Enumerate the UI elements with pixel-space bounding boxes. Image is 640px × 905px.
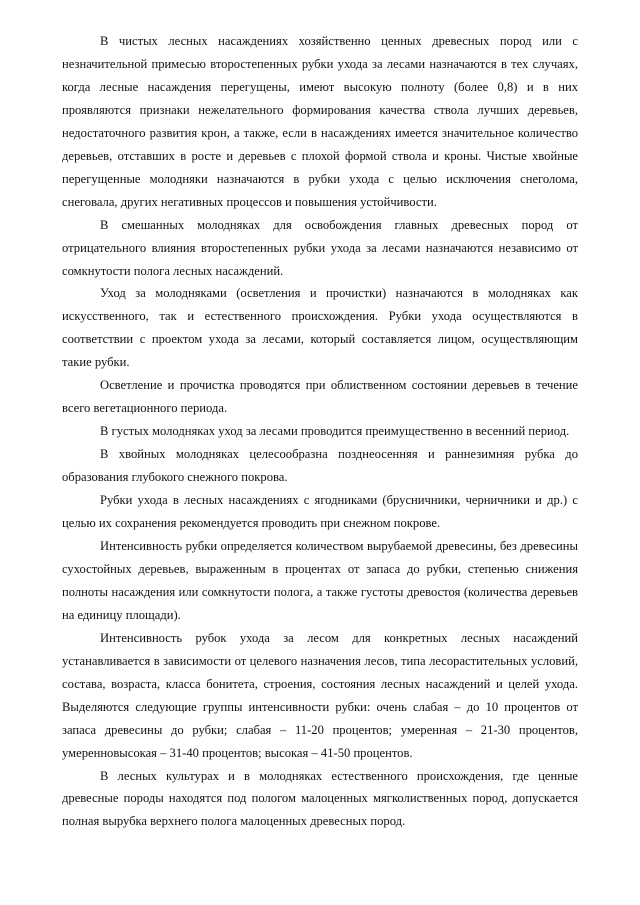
paragraph-10: В лесных культурах и в молодняках естественного происхождения, где ценные древесные породы находятся под пологом малоценных мягколиственных пород, допускается полная вырубка верхнего полога малоценных древесных пород.: [62, 768, 578, 829]
paragraph-8: Интенсивность рубки определяется количеством вырубаемой древесины, без древесины сухостойных деревьев, выраженным в процентах от запаса до рубки, степенью снижения полноты насаждения или сомкнутости полога, а также густоты древостоя (количества деревьев на единицу площади).: [62, 538, 578, 622]
document-page: [62, 30, 578, 833]
paragraph-2: В смешанных молодняках для освобождения главных древесных пород от отрицательного влияния второстепенных рубки ухода за лесами назначаются независимо от сомкнутости полога лесных насаждений.: [62, 217, 578, 278]
paragraph-3: Уход за молодняками (осветления и прочистки) назначаются в молодняках как искусственного, так и естественного происхождения. Рубки ухода осуществляются в соответствии с проектом ухода за лесами, который составляется лицом, осуществляющим такие рубки.: [62, 286, 578, 370]
paragraph-9: Интенсивность рубок ухода за лесом для конкретных лесных насаждений устанавливается в зависимости от целевого назначения лесов, типа лесорастительных условий, состава, возраста, класса бонитета, строения, состояния лесных насаждений и целей ухода. Выделяются следующие группы интенсивности рубки: очень слабая – до 10 процентов от запаса древесины до рубки; слабая – 11-20 процентов; умеренная – 21-30 процентов, умеренновысокая – 31-40 процентов; высокая – 41-50 процентов.: [62, 630, 578, 760]
paragraph-6: В хвойных молодняках целесообразна позднеосенняя и раннезимняя рубка до образования глубокого снежного покрова.: [62, 447, 578, 485]
paragraph-1: В чистых лесных насаждениях хозяйственно ценных древесных пород или с незначительной примесью второстепенных рубки ухода за лесами назначаются в тех случаях, когда лесные насаждения перегущены, имеют высокую полноту (более 0,8) и в них проявляются признаки нежелательного формирования качества ствола лучших деревьев, недостаточного развития крон, а также, если в насаждениях имеется значительное количество деревьев, отставших в росте и деревьев с плохой формой ствола и кроны. Чистые хвойные перегущенные молодняки назначаются в рубки ухода с целью исключения снеголома, снеговала, других негативных процессов и повышения устойчивости.: [62, 34, 578, 209]
paragraph-5: В густых молодняках уход за лесами проводится преимущественно в весенний период.: [100, 424, 570, 439]
paragraph-7: Рубки ухода в лесных насаждениях с ягодниками (брусничники, черничники и др.) с целью их сохранения рекомендуется проводить при снежном покрове.: [62, 493, 578, 531]
paragraph-4: Осветление и прочистка проводятся при облиственном состоянии деревьев в течение всего вегетационного периода.: [62, 378, 578, 416]
